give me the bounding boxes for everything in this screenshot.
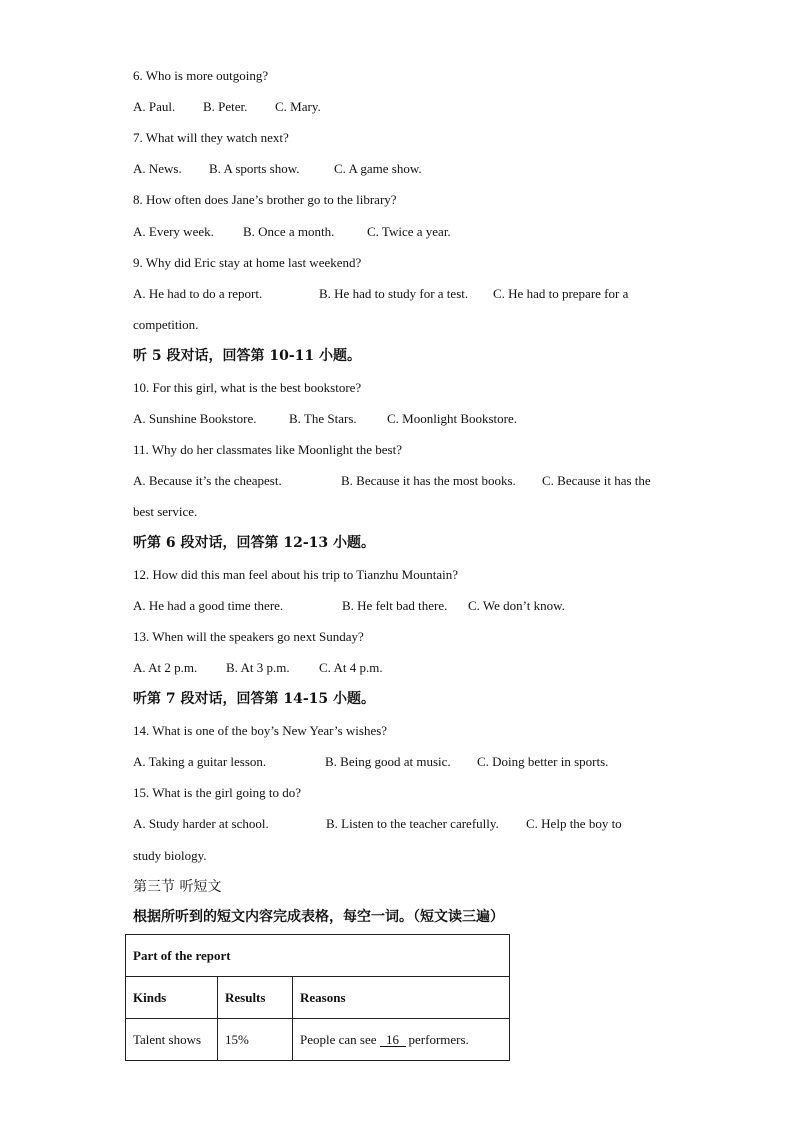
question-13: 13. When will the speakers go next Sunday?: [133, 629, 364, 644]
option-c: C. We don’t know.: [468, 598, 565, 613]
option-b: B. The Stars.: [289, 411, 357, 426]
question-14: 14. What is one of the boy’s New Year’s wishes?: [133, 723, 388, 738]
question-7: 7. What will they watch next?: [133, 130, 289, 145]
question-15: 15. What is the girl going to do?: [133, 785, 302, 800]
options-8: [133, 224, 451, 240]
option-c: C. He had to prepare for a: [493, 286, 629, 301]
instructions: 根据所听到的短文内容完成表格，每空一词。（短文读三遍）: [133, 909, 504, 925]
section-heading-7: 听第 7 段对话，回答第 14-15 小题。: [133, 691, 376, 707]
option-c: C. Moonlight Bookstore.: [387, 411, 518, 426]
option-b: B. He had to study for a test.: [319, 286, 469, 301]
reason-before: People can see: [300, 1031, 377, 1047]
header-results: Results: [218, 977, 293, 1019]
cell-reason: [293, 1019, 510, 1061]
cell-kind: Talent shows: [126, 1019, 218, 1061]
option-a: A. He had a good time there.: [133, 598, 284, 613]
options-9: [133, 286, 628, 302]
option-b: B. Listen to the teacher carefully.: [326, 816, 499, 831]
option-b: B. Peter.: [203, 99, 248, 114]
options-13: [133, 660, 383, 676]
section-heading-6: 听第 6 段对话，回答第 12-13 小题。: [133, 535, 376, 551]
options-10: [133, 411, 517, 427]
options-11: [133, 473, 651, 489]
option-c: C. Mary.: [275, 99, 321, 114]
section-heading-5: 听 5 段对话，回答第 10-11 小题。: [133, 348, 362, 364]
answer-blank-16[interactable]: 16: [380, 1033, 406, 1047]
option-b: B. Because it has the most books.: [341, 473, 516, 488]
option-a: A. Paul.: [133, 99, 176, 114]
option-a: A. Because it’s the cheapest.: [133, 473, 282, 488]
options-15-continued: study biology.: [133, 848, 207, 863]
option-c: C. Doing better in sports.: [477, 754, 609, 769]
question-11: 11. Why do her classmates like Moonlight the best?: [133, 442, 402, 457]
option-a: A. He had to do a report.: [133, 286, 263, 301]
question-12: 12. How did this man feel about his trip to Tianzhu Mountain?: [133, 567, 458, 582]
option-c: C. A game show.: [334, 161, 422, 176]
header-kinds: Kinds: [126, 977, 218, 1019]
option-a: A. Taking a guitar lesson.: [133, 754, 267, 769]
options-6: [133, 99, 321, 115]
section-3-title: 第三节 听短文: [133, 879, 222, 895]
option-c: C. Help the boy to: [526, 816, 622, 831]
question-8: 8. How often does Jane’s brother go to the library?: [133, 192, 397, 207]
option-b: B. He felt bad there.: [342, 598, 448, 613]
option-c: C. At 4 p.m.: [319, 660, 383, 675]
table-row: [126, 1019, 510, 1061]
option-b: B. Being good at music.: [325, 754, 451, 769]
question-10: 10. For this girl, what is the best bookstore?: [133, 380, 362, 395]
option-c: C. Because it has the: [542, 473, 651, 488]
options-15: [133, 816, 622, 832]
option-b: B. At 3 p.m.: [226, 660, 290, 675]
reason-after: performers.: [408, 1031, 469, 1047]
option-a: A. Every week.: [133, 224, 214, 239]
option-a: A. Sunshine Bookstore.: [133, 411, 257, 426]
header-reasons: Reasons: [293, 977, 510, 1019]
options-12: [133, 598, 565, 614]
question-6: 6. Who is more outgoing?: [133, 68, 269, 83]
question-9: 9. Why did Eric stay at home last weekend?: [133, 255, 362, 270]
report-table: [125, 934, 510, 1061]
table-title-row: [126, 935, 510, 977]
option-a: A. Study harder at school.: [133, 816, 269, 831]
option-b: B. A sports show.: [209, 161, 300, 176]
option-a: A. At 2 p.m.: [133, 660, 198, 675]
cell-result: 15%: [218, 1019, 293, 1061]
table-header-row: [126, 977, 510, 1019]
option-b: B. Once a month.: [243, 224, 335, 239]
options-11-continued: best service.: [133, 504, 198, 519]
option-c: C. Twice a year.: [367, 224, 451, 239]
option-a: A. News.: [133, 161, 182, 176]
options-14: [133, 754, 608, 770]
table-title: Part of the report: [126, 935, 510, 977]
options-7: [133, 161, 422, 177]
options-9-continued: competition.: [133, 317, 199, 332]
